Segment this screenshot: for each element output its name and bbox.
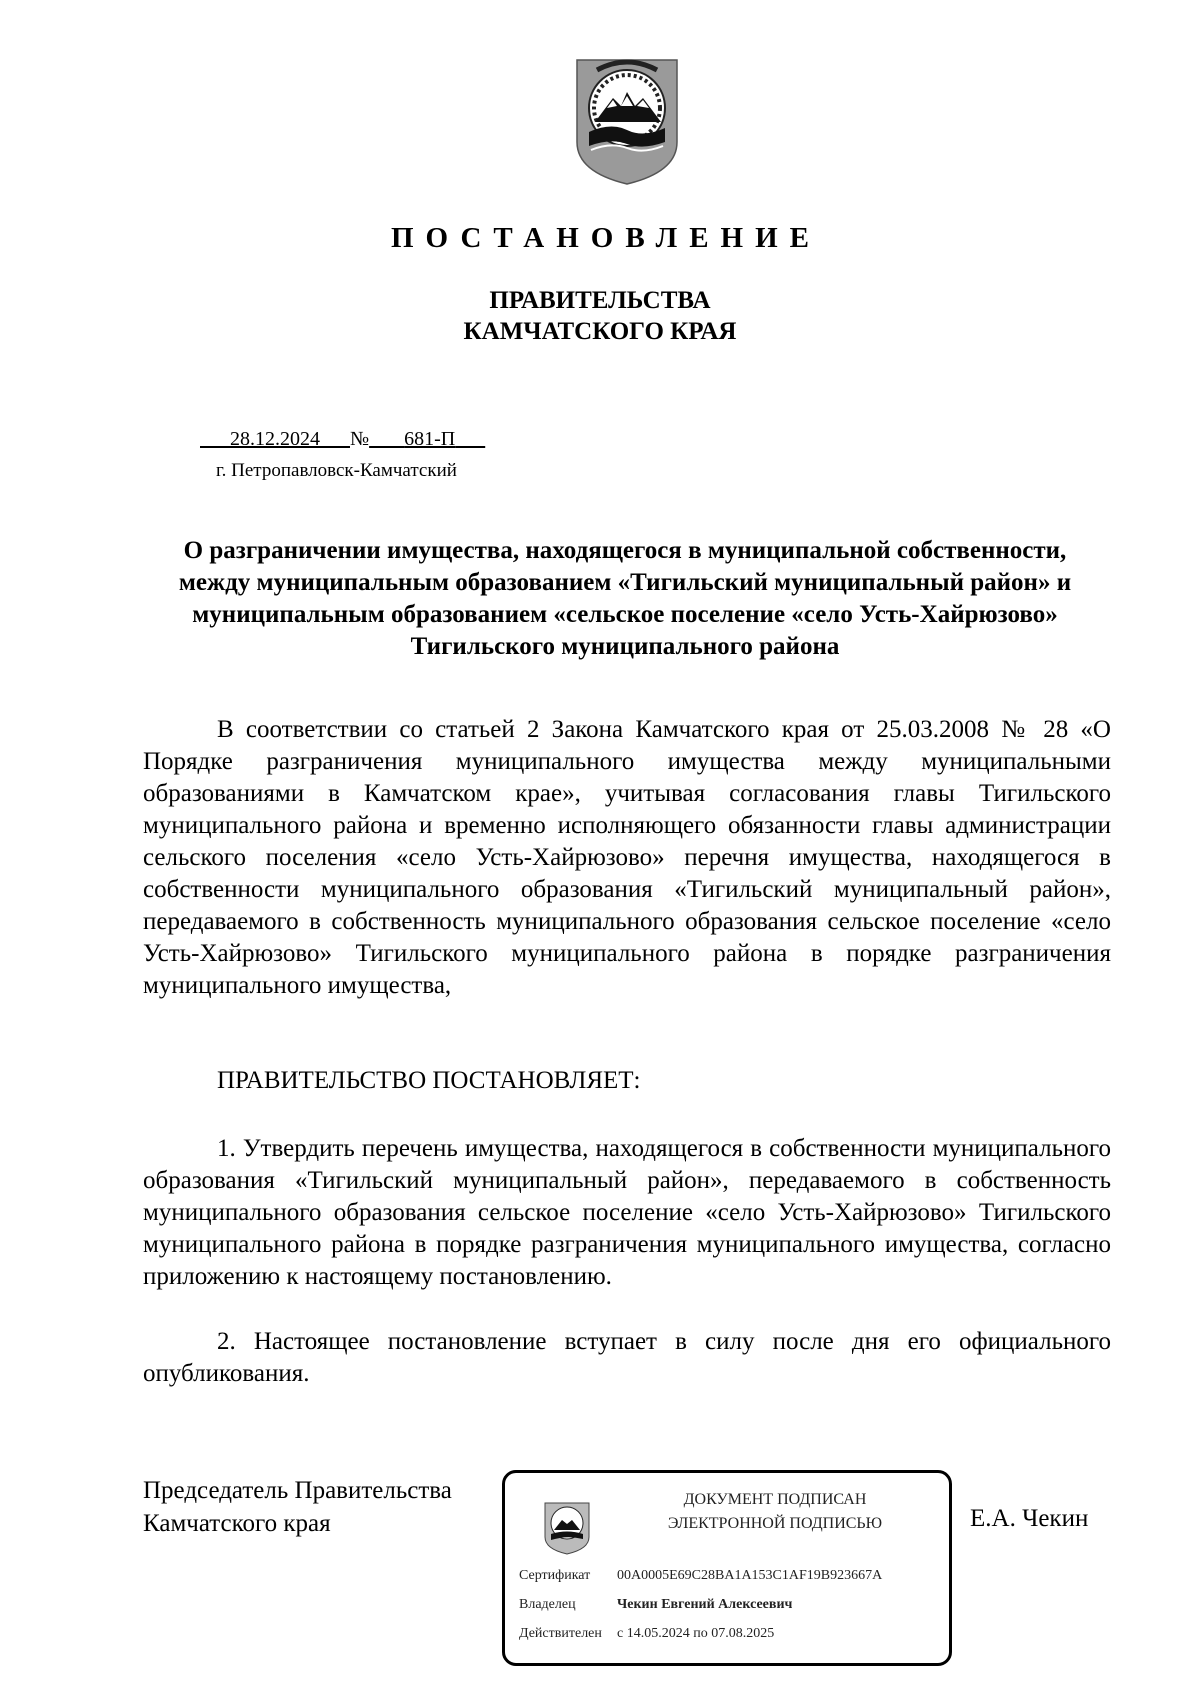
certificate-value: 00A0005E69C28BA1A153C1AF19B923667A <box>617 1568 883 1583</box>
date-number-line <box>200 428 485 451</box>
stamp-line-1: ДОКУМЕНТ ПОДПИСАН <box>683 1491 867 1508</box>
validity-label: Действителен <box>519 1626 602 1641</box>
stamp-owner-row <box>519 1597 792 1613</box>
city: г. Петропавловск-Камчатский <box>216 460 457 481</box>
signer-position-line-2: Камчатского края <box>143 1510 331 1537</box>
item-2-paragraph: 2. Настоящее постановление вступает в силу после дня его официального опубликования. <box>143 1328 1111 1387</box>
stamp-emblem-icon <box>543 1499 591 1555</box>
decree-statement: ПРАВИТЕЛЬСТВО ПОСТАНОВЛЯЕТ: <box>217 1067 641 1094</box>
signer-name: Е.А. Чекин <box>970 1505 1089 1532</box>
issuer-line-2: КАМЧАТСКОГО КРАЯ <box>463 318 737 345</box>
kamchatka-coat-of-arms-icon <box>571 50 683 186</box>
stamp-validity-row <box>519 1626 774 1642</box>
electronic-signature-stamp <box>502 1470 952 1666</box>
owner-label: Владелец <box>519 1597 576 1612</box>
preamble-paragraph: В соответствии со статьей 2 Закона Камчатского края от 25.03.2008 № 28 «О Порядке разграничения муниципального имущества между муниципальными образованиями в Камчатском крае», учитывая согласования главы Тигильского муниципального района и временно исполняющего обязанности главы администрации сельского поселения «село Усть-Хайрюзово» перечня имущества, находящегося в собственности муниципального образования «Тигильский муниципальный район», передаваемого в собственность муниципального образования сельское поселение «село Усть-Хайрюзово» Тигильского муниципального района в порядке разграничения муниципального имущества, <box>143 716 1111 999</box>
document-heading: О разграничении имущества, находящегося в муниципальной собственности, между муниципальным образованием «Тигильский муниципальный район» и муниципальным образованием «сельское поселение «село Усть-Хайрюзово» Тигильского муниципального района <box>178 537 1072 660</box>
owner-value: Чекин Евгений Алексеевич <box>617 1597 793 1612</box>
document-number: 681-П <box>404 428 456 450</box>
issuer-line-1: ПРАВИТЕЛЬСТВА <box>489 287 711 314</box>
signer-position <box>143 1474 452 1540</box>
stamp-line-2: ЭЛЕКТРОННОЙ ПОДПИСЬЮ <box>667 1515 883 1532</box>
signer-position-line-1: Председатель Правительства <box>143 1477 452 1504</box>
item-1-paragraph: 1. Утвердить перечень имущества, находящегося в собственности муниципального образования «Тигильский муниципальный район», передаваемого в собственность муниципального образования сельское поселение «село Усть-Хайрюзово» Тигильского муниципального района в порядке разграничения муниципального имущества, согласно приложению к настоящему постановлению. <box>143 1135 1111 1290</box>
document-date: 28.12.2024 <box>230 428 320 450</box>
document-title: ПОСТАНОВЛЕНИЕ <box>390 222 821 254</box>
stamp-certificate-row <box>519 1568 882 1584</box>
number-sign: № <box>350 428 370 450</box>
validity-value: с 14.05.2024 по 07.08.2025 <box>617 1626 775 1641</box>
certificate-label: Сертификат <box>519 1568 591 1583</box>
